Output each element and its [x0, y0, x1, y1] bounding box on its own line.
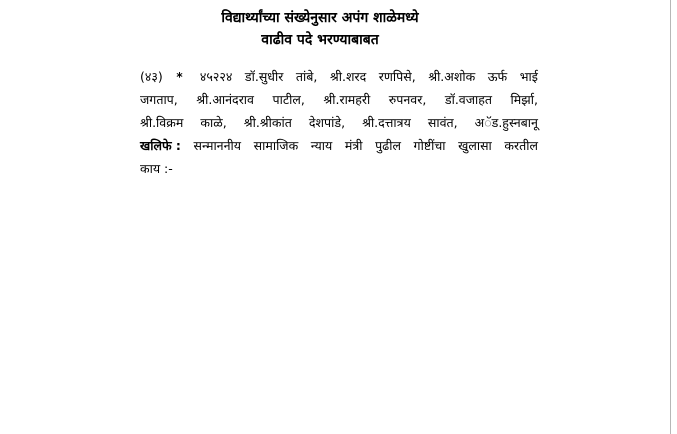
- question-text-word: मंत्री: [344, 138, 363, 153]
- member-name-word: मिर्झा,: [510, 92, 538, 107]
- member-name-last: खलिफे :: [140, 138, 181, 153]
- document-title-line-2: वाढीव पदे भरण्याबाबत: [261, 32, 379, 48]
- question-line-1: [140, 68, 538, 91]
- question-number: (४३): [140, 69, 163, 84]
- member-name-word: अॅड.हुस्नबानू: [474, 115, 538, 130]
- member-name-word: पाटील,: [272, 92, 305, 107]
- document-title-line-1: विद्यार्थ्यांच्या संख्येनुसार अपंग शाळेमध्ये: [221, 10, 419, 26]
- member-name-word: श्री.रामहरी: [323, 92, 371, 107]
- member-name-word: श्री.अशोक: [428, 69, 476, 84]
- question-text-word: खुलासा: [458, 138, 492, 153]
- question-text-word: सन्माननीय: [193, 138, 242, 153]
- question-id: ४५२२४: [199, 69, 233, 84]
- question-line-2: [140, 91, 538, 114]
- member-name-word: तांबे,: [295, 69, 318, 84]
- question-text-word: गोष्टींचा: [413, 138, 446, 153]
- member-name-word: डॉ.वजाहत: [444, 92, 493, 107]
- member-name-word: रुपनवर,: [388, 92, 427, 107]
- question-line-5: [140, 160, 538, 180]
- member-name-word: सावंत,: [427, 115, 458, 130]
- member-name-word: श्री.विक्रम: [140, 115, 184, 130]
- question-block: [140, 68, 538, 180]
- member-name-word: श्री.दत्तात्रय: [362, 115, 411, 130]
- member-name-word: श्री.आनंदराव: [196, 92, 254, 107]
- question-text-word: पुढील: [375, 138, 401, 153]
- member-name-word: देशपांडे,: [308, 115, 346, 130]
- page-edge-divider: [670, 0, 671, 434]
- member-name-word: ऊर्फ: [487, 69, 508, 84]
- member-name-word: काळे,: [200, 115, 227, 130]
- question-text-word: सामाजिक: [253, 138, 299, 153]
- star-icon: *: [176, 70, 183, 84]
- member-name-word: भाई: [519, 69, 538, 84]
- question-text-word: करतील: [504, 138, 538, 153]
- question-text-ending: काय :-: [140, 161, 173, 176]
- question-line-4: [140, 137, 538, 160]
- question-line-3: [140, 114, 538, 137]
- member-name-word: जगताप,: [140, 92, 178, 107]
- member-name-word: श्री.शरद: [329, 69, 367, 84]
- question-text-word: न्याय: [310, 138, 333, 153]
- member-name-word: श्री.श्रीकांत: [243, 115, 292, 130]
- member-name-word: रणपिसे,: [378, 69, 416, 84]
- member-name-word: डॉ.सुधीर: [244, 69, 284, 84]
